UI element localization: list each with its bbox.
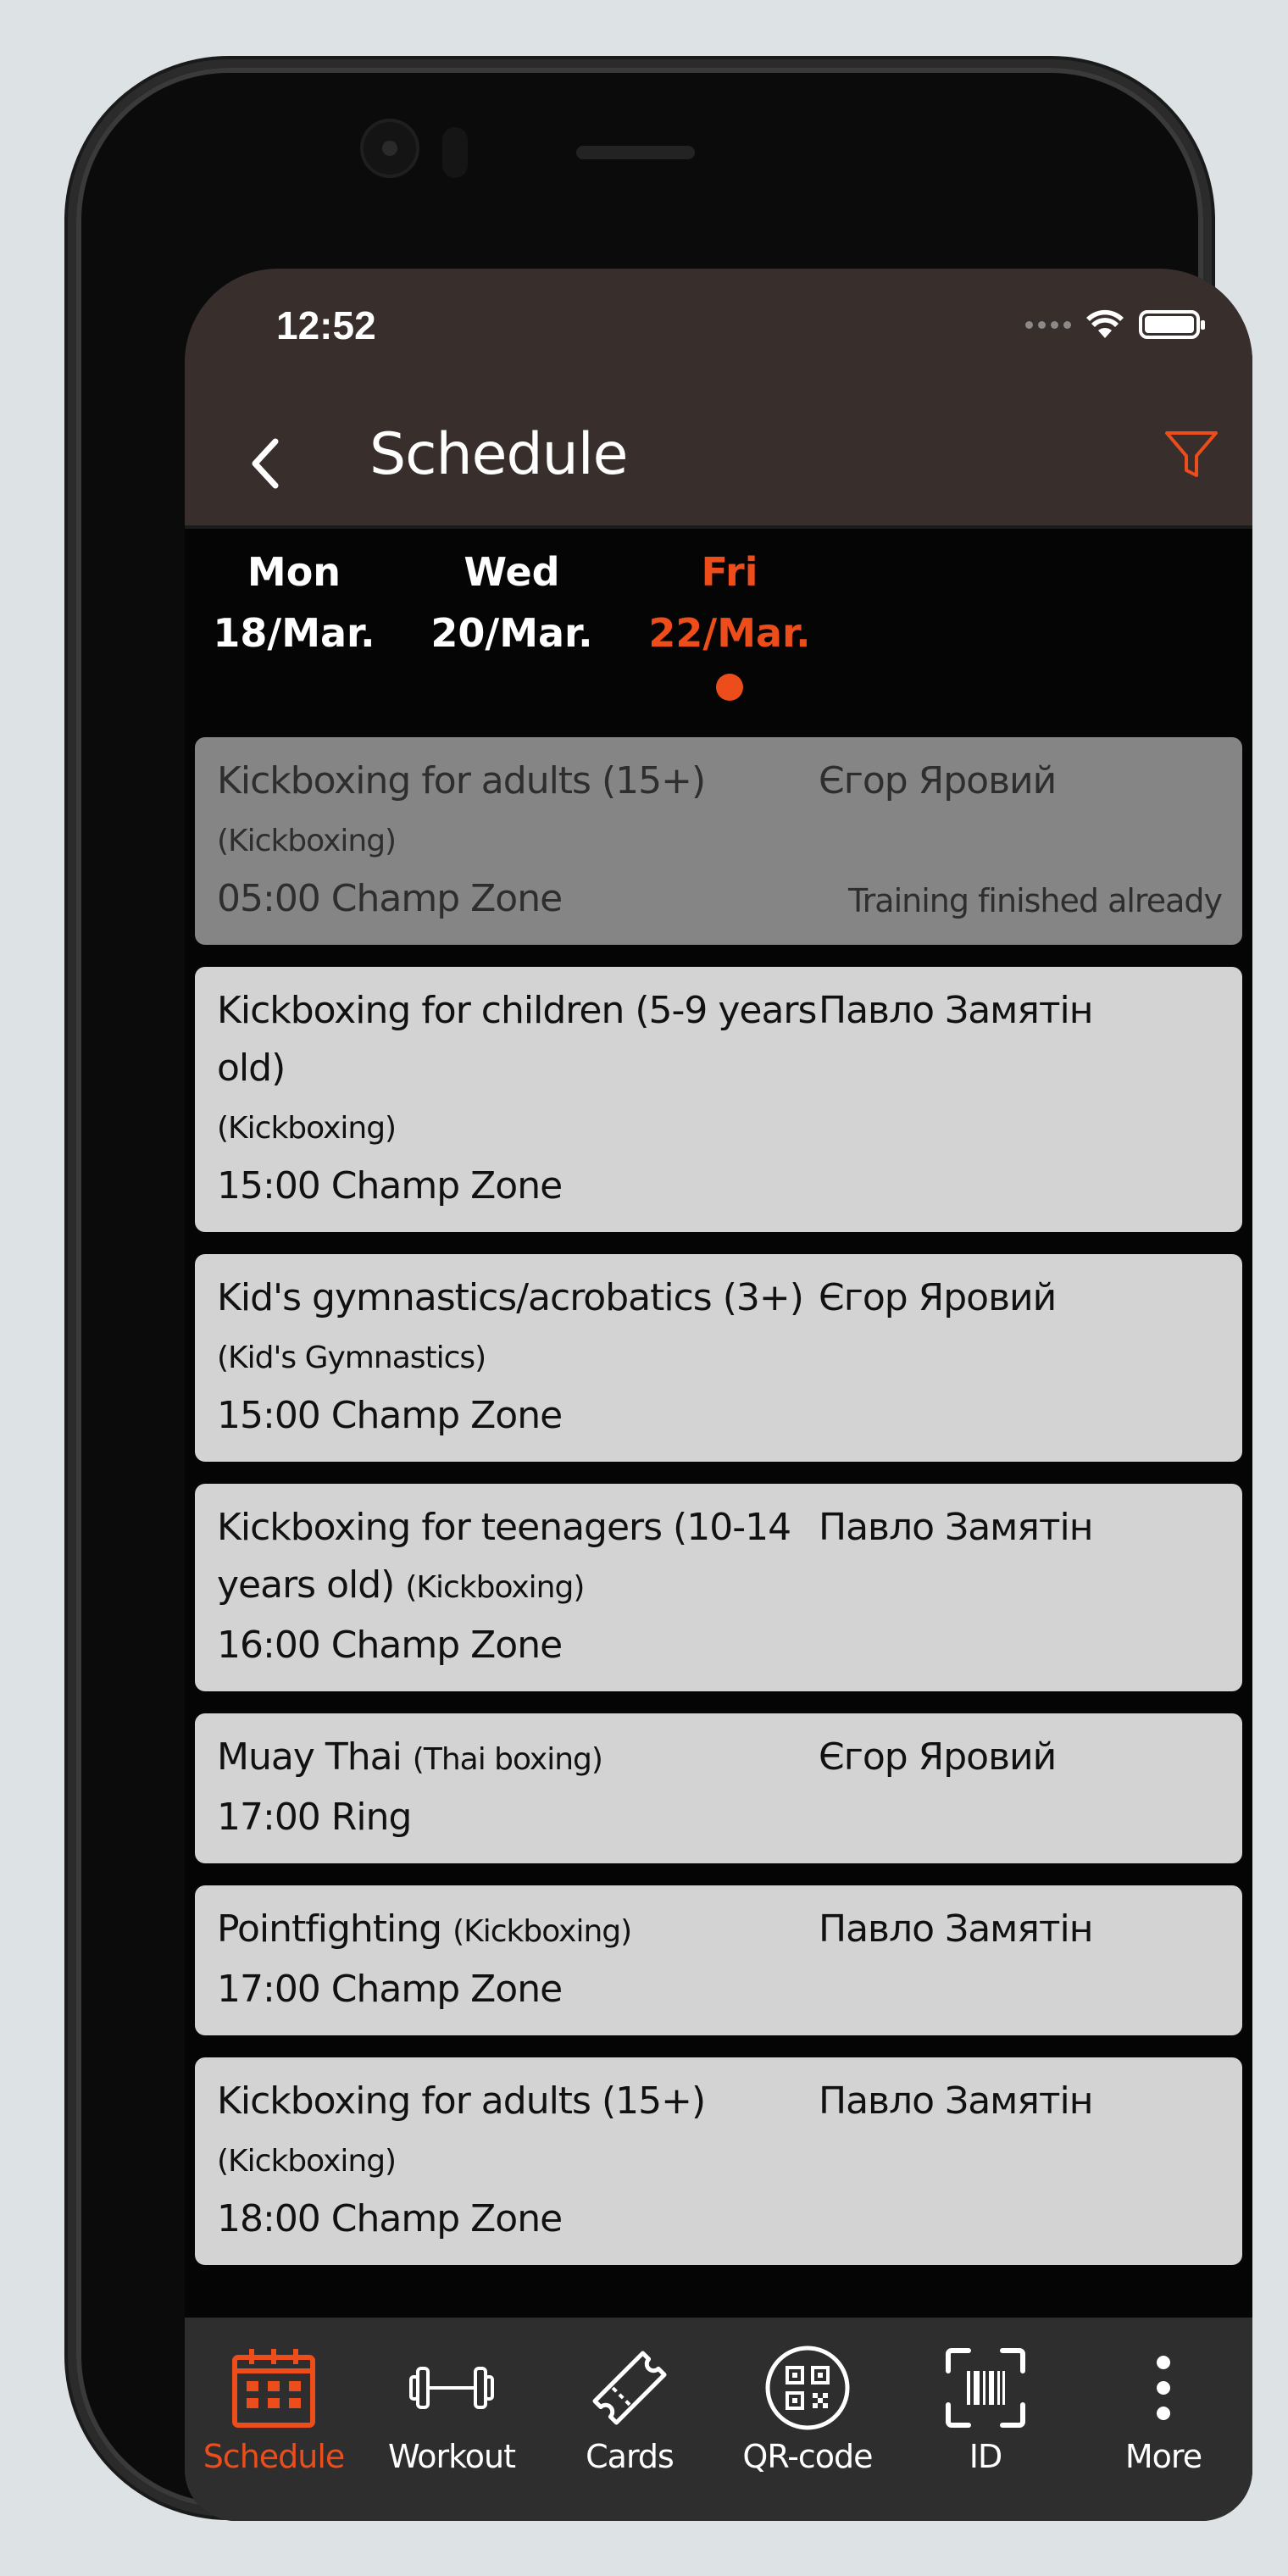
day-tab-fri[interactable] [632, 541, 827, 701]
class-title: Kickboxing for adults (15+) (Kickboxing) [217, 2079, 706, 2179]
barcode-scan-icon [939, 2341, 1032, 2434]
nav-label: ID [969, 2438, 1002, 2475]
class-card[interactable] [195, 1484, 1242, 1691]
filter-button[interactable] [1158, 421, 1225, 489]
app-header [185, 269, 1252, 527]
class-time-place: 05:00 Champ Zone [217, 877, 563, 920]
class-time-place: 17:00 Ring [217, 1796, 412, 1839]
class-card[interactable] [195, 737, 1242, 945]
proximity-sensor [442, 127, 468, 178]
class-category: (Kickboxing) [405, 1570, 585, 1605]
class-coach: Єгор Яровий [819, 1276, 1057, 1319]
bottom-navigation [185, 2318, 1252, 2521]
class-coach: Павло Замятін [819, 1506, 1093, 1549]
ticket-icon [583, 2341, 676, 2434]
class-title: Kid's gymnastics/acrobatics (3+) (Kid's Gymnastics) [217, 1276, 803, 1375]
status-icons [1025, 309, 1200, 340]
class-coach: Павло Замятін [819, 2079, 1093, 2123]
status-time: 12:52 [276, 303, 376, 347]
class-card[interactable] [195, 2057, 1242, 2265]
more-vertical-icon [1117, 2341, 1210, 2434]
class-category: (Kickboxing) [217, 2144, 397, 2179]
class-title: Muay Thai (Thai boxing) [217, 1735, 602, 1779]
class-card[interactable] [195, 967, 1242, 1232]
wifi-icon [1086, 309, 1124, 340]
nav-item-workout[interactable] [363, 2318, 541, 2521]
nav-item-more[interactable] [1074, 2318, 1252, 2521]
day-name: Wed [464, 549, 560, 595]
class-time-place: 15:00 Champ Zone [217, 1394, 563, 1437]
nav-item-qr-code[interactable] [719, 2318, 897, 2521]
chevron-left-icon [248, 436, 282, 491]
class-category: (Kickboxing) [217, 1111, 397, 1146]
nav-label: More [1124, 2438, 1202, 2475]
day-selector [185, 541, 1252, 669]
calendar-icon [227, 2341, 320, 2434]
class-card[interactable] [195, 1885, 1242, 2035]
back-button[interactable] [236, 421, 295, 506]
nav-label: Workout [387, 2438, 516, 2475]
class-time-place: 18:00 Champ Zone [217, 2197, 563, 2240]
cellular-signal-icon [1025, 321, 1071, 329]
nav-label: QR-code [742, 2438, 873, 2475]
phone-frame [68, 59, 1222, 2517]
battery-icon [1139, 310, 1200, 339]
day-date: 20/Mar. [430, 610, 593, 656]
class-list [195, 737, 1242, 2287]
class-status-note: Training finished already [848, 882, 1222, 919]
filter-icon [1163, 429, 1219, 481]
class-category: (Kid's Gymnastics) [217, 1341, 486, 1375]
class-category: (Kickboxing) [217, 824, 397, 858]
class-card[interactable] [195, 1713, 1242, 1863]
dumbbell-icon [405, 2341, 498, 2434]
nav-item-cards[interactable] [541, 2318, 719, 2521]
app-screen [185, 269, 1252, 2521]
day-name: Fri [701, 549, 758, 595]
page-title: Schedule [369, 421, 628, 488]
class-coach: Павло Замятін [819, 989, 1093, 1032]
selected-day-indicator [716, 674, 743, 701]
day-tab-wed[interactable] [414, 541, 609, 663]
class-time-place: 16:00 Champ Zone [217, 1624, 563, 1667]
class-title: Pointfighting (Kickboxing) [217, 1907, 632, 1951]
day-date: 22/Mar. [648, 610, 811, 656]
nav-item-schedule[interactable] [185, 2318, 363, 2521]
class-card[interactable] [195, 1254, 1242, 1462]
class-category: (Thai boxing) [412, 1742, 602, 1777]
nav-item-id[interactable] [897, 2318, 1074, 2521]
day-tab-mon[interactable] [197, 541, 391, 663]
class-title: Kickboxing for teenagers (10-14 years old) (Kickboxing) [217, 1506, 791, 1607]
class-coach: Єгор Яровий [819, 1735, 1057, 1779]
nav-label: Schedule [203, 2438, 345, 2475]
class-category: (Kickboxing) [452, 1914, 632, 1949]
qr-code-icon [761, 2341, 854, 2434]
class-time-place: 15:00 Champ Zone [217, 1164, 563, 1208]
class-coach: Єгор Яровий [819, 759, 1057, 802]
class-title: Kickboxing for adults (15+) (Kickboxing) [217, 759, 706, 858]
nav-label: Cards [586, 2438, 674, 2475]
class-coach: Павло Замятін [819, 1907, 1093, 1951]
earpiece-speaker [576, 146, 695, 159]
class-title: Kickboxing for children (5-9 years old) (Kickboxing) [217, 989, 817, 1146]
day-name: Mon [247, 549, 341, 595]
day-date: 18/Mar. [213, 610, 375, 656]
header-divider [185, 525, 1252, 529]
class-time-place: 17:00 Champ Zone [217, 1968, 563, 2011]
front-camera [360, 119, 419, 178]
